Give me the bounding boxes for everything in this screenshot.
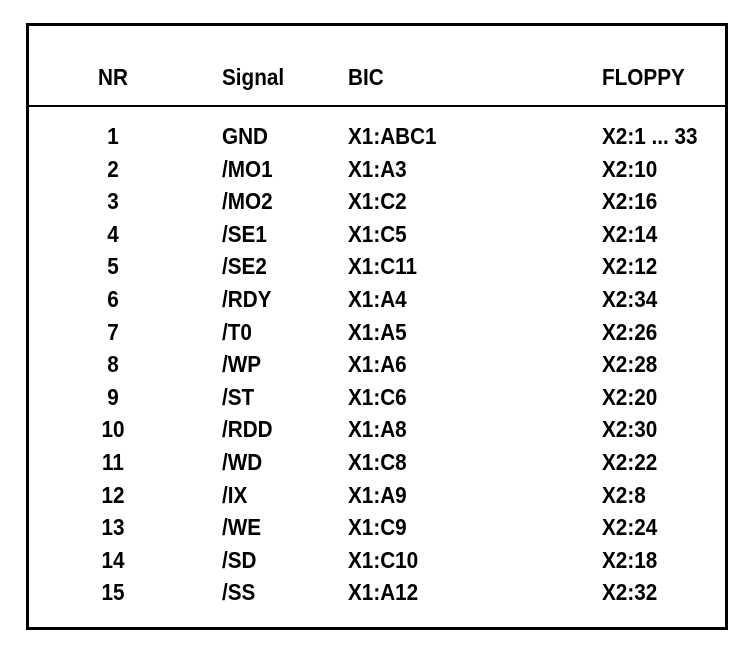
cell-floppy: X2:24 (602, 514, 658, 541)
cell-nr: 5 (107, 253, 119, 280)
cell-floppy: X2:1 ... 33 (602, 123, 698, 149)
cell-bic: X1:A5 (348, 318, 407, 345)
cell-nr: 6 (107, 285, 119, 312)
cell-bic: X1:C6 (348, 383, 407, 410)
cell-nr: 2 (107, 155, 119, 182)
cell-signal: GND (222, 123, 269, 149)
header-divider (29, 105, 725, 107)
table-row (29, 317, 725, 350)
cell-signal: /IX (222, 481, 248, 508)
cell-signal: /SD (222, 546, 257, 573)
cell-bic: X1:A8 (348, 416, 407, 443)
cell-floppy: X2:22 (602, 448, 658, 475)
table-row (29, 121, 725, 154)
cell-bic: X1:C9 (348, 514, 407, 541)
table-row (29, 382, 725, 415)
cell-bic: X1:C10 (348, 546, 419, 573)
table-row (29, 480, 725, 513)
table-row (29, 447, 725, 480)
table-row (29, 577, 725, 610)
cell-signal: /ST (222, 383, 255, 410)
table-row (29, 186, 725, 219)
table-row (29, 414, 725, 447)
cell-nr: 10 (101, 416, 125, 443)
table-row (29, 154, 725, 187)
cell-floppy: X2:26 (602, 318, 658, 345)
cell-signal: /MO2 (222, 188, 273, 215)
cell-nr: 14 (101, 546, 125, 573)
cell-signal: /WE (222, 514, 262, 541)
cell-signal: /SE2 (222, 253, 267, 280)
table-row (29, 545, 725, 578)
table-body (29, 121, 725, 610)
cell-floppy: X2:12 (602, 253, 658, 280)
header-signal: Signal (222, 64, 285, 90)
cell-nr: 11 (102, 448, 124, 475)
cell-signal: /SS (222, 579, 256, 606)
cell-bic: X1:A12 (348, 579, 419, 606)
table-header (29, 62, 725, 92)
table-row (29, 349, 725, 382)
cell-bic: X1:C5 (348, 220, 407, 247)
cell-nr: 9 (107, 383, 119, 410)
cell-floppy: X2:32 (602, 579, 658, 606)
cell-floppy: X2:18 (602, 546, 658, 573)
cell-nr: 1 (107, 123, 119, 149)
cell-bic: X1:A9 (348, 481, 407, 508)
cell-bic: X1:C8 (348, 448, 407, 475)
table-row (29, 251, 725, 284)
cell-bic: X1:C11 (348, 253, 418, 280)
cell-signal: /WD (222, 448, 263, 475)
pin-table (26, 23, 728, 630)
cell-nr: 8 (107, 351, 119, 378)
header-nr: NR (98, 64, 128, 90)
cell-bic: X1:A3 (348, 155, 407, 182)
cell-signal: /RDY (222, 285, 272, 312)
cell-floppy: X2:14 (602, 220, 658, 247)
header-floppy: FLOPPY (602, 64, 685, 90)
cell-nr: 4 (107, 220, 119, 247)
cell-floppy: X2:16 (602, 188, 658, 215)
cell-signal: /RDD (222, 416, 273, 443)
cell-floppy: X2:20 (602, 383, 658, 410)
cell-bic: X1:A4 (348, 285, 407, 312)
cell-signal: /WP (222, 351, 262, 378)
cell-floppy: X2:28 (602, 351, 658, 378)
cell-bic: X1:ABC1 (348, 123, 437, 149)
cell-nr: 15 (101, 579, 125, 606)
table-row (29, 512, 725, 545)
header-bic: BIC (348, 64, 384, 90)
cell-signal: /SE1 (222, 220, 267, 247)
cell-bic: X1:A6 (348, 351, 407, 378)
table-row (29, 219, 725, 252)
cell-floppy: X2:30 (602, 416, 658, 443)
table-row (29, 284, 725, 317)
cell-nr: 12 (101, 481, 125, 508)
cell-nr: 13 (101, 514, 125, 541)
cell-signal: /MO1 (222, 155, 273, 182)
cell-nr: 7 (107, 318, 119, 345)
cell-floppy: X2:10 (602, 155, 658, 182)
cell-nr: 3 (107, 188, 119, 215)
cell-bic: X1:C2 (348, 188, 407, 215)
cell-floppy: X2:34 (602, 285, 658, 312)
cell-signal: /T0 (222, 318, 252, 345)
cell-floppy: X2:8 (602, 481, 646, 508)
